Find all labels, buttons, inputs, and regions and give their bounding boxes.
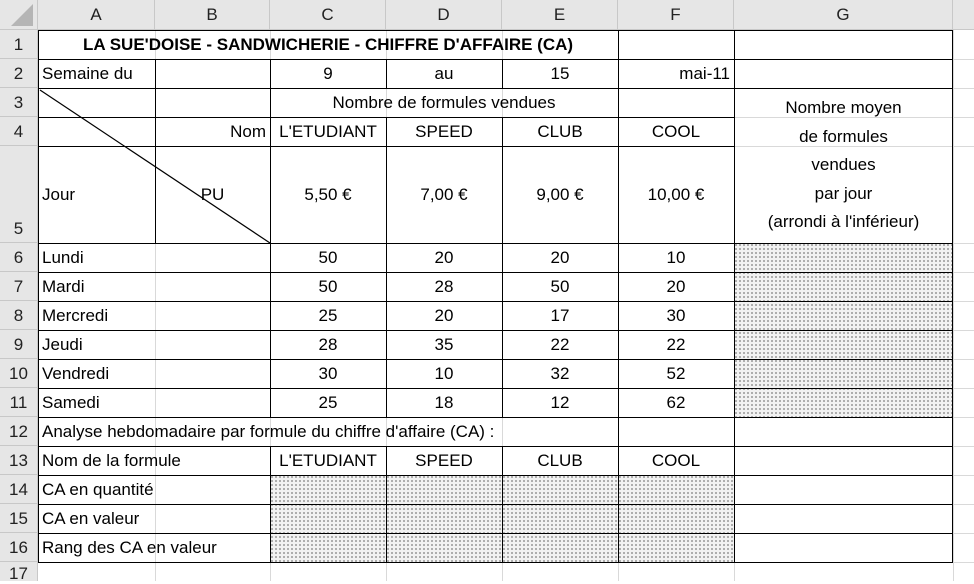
row-header-14[interactable]: 14 [0,475,38,504]
row-header-7[interactable]: 7 [0,272,38,301]
row-header-4[interactable]: 4 [0,117,38,146]
cell-border [618,88,619,118]
sales-cell[interactable]: 28 [318,334,338,354]
formula-header[interactable]: SPEED [415,121,473,141]
sales-cell[interactable]: 18 [434,392,454,412]
day-label[interactable]: Lundi [42,247,84,267]
price-cell[interactable]: 9,00 € [536,184,584,204]
row-header-12[interactable]: 12 [0,417,38,446]
sales-cell[interactable]: 17 [550,305,570,325]
average-header[interactable] [734,88,953,243]
day-label[interactable]: Samedi [42,392,100,412]
sales-cell[interactable]: 20 [666,276,686,296]
formula-header[interactable]: L'ETUDIANT [279,121,377,141]
average-header-line: de formules [799,126,888,146]
nom-label[interactable]: Nom [230,121,266,141]
analysis-formula-header[interactable]: CLUB [537,450,583,470]
analysis-title[interactable]: Analyse hebdomadaire par formule du chiffre d'affaire (CA) : [42,421,495,441]
cell-border [734,30,735,89]
cell-border [155,59,156,89]
column-header-d[interactable]: D [386,0,502,30]
column-header-b[interactable]: B [155,0,270,30]
column-header-c[interactable]: C [270,0,386,30]
day-label[interactable]: Vendredi [42,363,110,383]
analysis-name-label[interactable]: Nom de la formule [42,450,181,470]
pu-label[interactable]: PU [200,184,225,204]
sales-cell[interactable]: 12 [550,392,570,412]
column-header-h[interactable] [953,0,974,30]
week-month[interactable]: mai-11 [679,63,730,83]
cell-border [38,562,953,563]
sales-cell[interactable]: 22 [666,334,686,354]
row-header-6[interactable]: 6 [0,243,38,272]
average-header-line: par jour [814,183,873,203]
price-cell[interactable]: 10,00 € [647,184,705,204]
price-cell[interactable]: 7,00 € [420,184,468,204]
sales-cell[interactable]: 25 [318,392,338,412]
sales-cell[interactable]: 50 [550,276,570,296]
row-header-5[interactable]: 5 [0,146,38,243]
group-header[interactable]: Nombre de formules vendues [332,92,556,112]
average-header-line: Nombre moyen [785,98,902,117]
sheet-title[interactable]: LA SUE'DOISE - SANDWICHERIE - CHIFFRE D'AFFAIRE (CA) [82,34,574,54]
row-header-9[interactable]: 9 [0,330,38,359]
analysis-row-label[interactable]: CA en quantité [42,479,154,499]
sales-cell[interactable]: 20 [434,305,454,325]
analysis-formula-header[interactable]: COOL [651,450,701,470]
week-to-label[interactable]: au [434,63,454,83]
jour-label[interactable]: Jour [42,184,76,204]
sales-cell[interactable]: 28 [434,276,454,296]
sales-cell[interactable]: 30 [318,363,338,383]
sales-cell[interactable]: 20 [550,247,570,267]
row-header-8[interactable]: 8 [0,301,38,330]
week-to[interactable]: 15 [550,63,570,83]
formula-header[interactable]: CLUB [537,121,583,141]
row-header-2[interactable]: 2 [0,59,38,88]
week-from[interactable]: 9 [323,63,333,83]
row-header-11[interactable]: 11 [0,388,38,417]
cell-border [618,417,619,447]
day-label[interactable]: Jeudi [42,334,83,354]
sales-cell[interactable]: 62 [666,392,686,412]
sales-cell[interactable]: 10 [666,247,686,267]
week-label[interactable]: Semaine du [42,63,133,83]
column-header-a[interactable]: A [38,0,155,30]
analysis-row-label[interactable]: Rang des CA en valeur [42,537,217,557]
sales-cell[interactable]: 32 [550,363,570,383]
sales-cell[interactable]: 52 [666,363,686,383]
column-header-e[interactable]: E [502,0,618,30]
sales-cell[interactable]: 20 [434,247,454,267]
row-header-17[interactable]: 17 [0,562,38,581]
sales-cell[interactable]: 35 [434,334,454,354]
average-header-line: (arrondi à l'inférieur) [767,212,920,231]
row-header-13[interactable]: 13 [0,446,38,475]
sales-cell[interactable]: 22 [550,334,570,354]
sales-cell[interactable]: 50 [318,247,338,267]
sales-cell[interactable]: 10 [434,363,454,383]
row-header-10[interactable]: 10 [0,359,38,388]
price-cell[interactable]: 5,50 € [304,184,352,204]
average-header-line: vendues [811,155,876,174]
formula-header[interactable]: COOL [651,121,701,141]
gridline [953,30,954,581]
row-header-15[interactable]: 15 [0,504,38,533]
select-all-corner[interactable] [0,0,38,30]
day-label[interactable]: Mercredi [42,305,109,325]
analysis-formula-header[interactable]: L'ETUDIANT [279,450,377,470]
column-header-g[interactable]: G [734,0,953,30]
row-header-3[interactable]: 3 [0,88,38,117]
sales-cell[interactable]: 30 [666,305,686,325]
sales-cell[interactable]: 25 [318,305,338,325]
row-header-1[interactable]: 1 [0,30,38,59]
analysis-formula-header[interactable]: SPEED [415,450,473,470]
analysis-row-label[interactable]: CA en valeur [42,508,140,528]
day-label[interactable]: Mardi [42,276,85,296]
column-header-f[interactable]: F [618,0,734,30]
sales-cell[interactable]: 50 [318,276,338,296]
row-header-16[interactable]: 16 [0,533,38,562]
